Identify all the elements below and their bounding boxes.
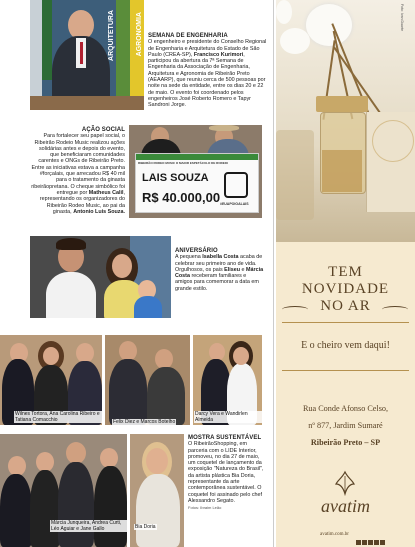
ad-headline-1: TEM bbox=[328, 264, 363, 280]
ad-headline-2: NOVIDADE bbox=[301, 281, 390, 297]
aniversario-body-4: receberam familiares e amigos para comemorar a data em grande estilo. bbox=[175, 273, 259, 292]
check-value: R$ 40.000,00 bbox=[142, 190, 221, 205]
ad-footer-site: avatim.com.br bbox=[320, 532, 349, 537]
check-tag: #EUAPOIOALAIS bbox=[220, 202, 249, 206]
instagram-icon bbox=[368, 540, 373, 545]
sustentavel-body: O RibeirãoShopping, em parceria com o LIDE Interior, promoveu, no dia 27 de maio, um coquetel de lançamento da exposição "Natureza do Brasil", da artista plástica Bia Doria, representante da arte contemporânea sustentável. O coquetel foi assinado pelo chef Alessandro Segato. bbox=[188, 441, 264, 504]
twitter-icon bbox=[362, 540, 367, 545]
column-divider bbox=[273, 0, 274, 547]
aniversario-body-3: e bbox=[240, 266, 247, 273]
engenharia-body-name: Francisco Kurimori bbox=[193, 51, 244, 58]
big-check bbox=[135, 153, 259, 213]
avatim-logo-icon bbox=[332, 470, 358, 496]
caption-felix: Felix Diez e Marcos Botelho bbox=[113, 419, 176, 425]
acao-social-body-1: Para fortalecer seu papel social, o Ribeirão Rodeio Music realizou ações solidárias antes e depois do evento, que beneficiaram comunidades carentes e ONGs de Ribeirão Preto. Entre as iniciativas estava a campanha #forçalais, que arrecadou R$ 40 mil para o tratamento da ginasta ribeirãopretana. O cheque simbólico foi entregue por bbox=[31, 133, 125, 196]
ad-ornament-right bbox=[382, 306, 408, 313]
aniversario-body-2: acaba de celebrar seu primeiro ano de vida. Orgulhosos, os pais bbox=[175, 254, 263, 273]
caption-darcy: Darcy Vera e Wandirlen Almeida bbox=[194, 411, 262, 423]
aniversario-text bbox=[175, 248, 265, 292]
ad-headline-3: NO AR bbox=[320, 298, 371, 314]
youtube-icon bbox=[374, 540, 379, 545]
ad-tagline: E o cheiro vem daqui! bbox=[301, 340, 390, 351]
avatim-ad bbox=[276, 0, 415, 547]
sustentavel-title: MOSTRA SUSTENTÁVEL bbox=[188, 435, 262, 441]
engenharia-body-2: , participou da abertura da 7ª Semana de Engenharia da Associação de Engenharia, Arquitetura e Agronomia de Ribeirão Preto (AEAARP), que reuniu cerca de 500 pessoas por noite na sede da entidade, entre os dias 20 e 22 de maio. O evento foi coordenado pelos engenheiros José Roberto Romero e Tapyr Sandroni Jorge. bbox=[148, 51, 266, 109]
engenharia-text bbox=[148, 33, 268, 109]
ad-address-1: Rua Conde Afonso Celso, bbox=[302, 404, 389, 413]
sustentavel-credit: Fotos: Ibraim Leão bbox=[188, 505, 222, 511]
caption-bia: Bia Doria bbox=[135, 524, 156, 530]
caption-marcia: Márcia Junqueira, Andrea Curti, Léo Aguiar e Jane Gallo bbox=[50, 520, 128, 532]
aniversario-title: ANIVERSÁRIO bbox=[175, 248, 218, 254]
acao-social-text bbox=[31, 127, 125, 215]
photo-bia bbox=[130, 434, 184, 547]
banner-arquitetura: ARQUITETURA bbox=[108, 10, 115, 61]
aniversario-body-name-1: Isabella Costa bbox=[202, 254, 239, 261]
check-name: LAIS SOUZA bbox=[142, 172, 209, 184]
ad-social-icons bbox=[356, 532, 385, 547]
acao-social-body-name-2: Antonio Luis Souza. bbox=[73, 208, 125, 215]
engenharia-title: SEMANA DE ENGENHARIA bbox=[148, 33, 228, 39]
sustentavel-text bbox=[188, 435, 266, 512]
avatim-logo-text: avatim bbox=[321, 496, 370, 516]
acao-social-body-name-1: Matheus Calil bbox=[88, 189, 124, 196]
engenharia-photo bbox=[30, 0, 144, 110]
acao-social-title: AÇÃO SOCIAL bbox=[81, 127, 125, 133]
aniversario-body-name-2: Eliseu bbox=[224, 266, 241, 273]
ad-product-photo bbox=[276, 0, 415, 242]
engenharia-body-1: O engenheiro e presidente do Conselho Regional de Engenharia e Arquitetura do Estado de São Paulo (CREA-SP), bbox=[148, 39, 267, 58]
caption-wilnes: Wilnes Tortora, Ana Carolina Ribeiro e Tatiana Comacchio bbox=[14, 411, 106, 423]
acao-social-photo bbox=[129, 125, 262, 218]
ad-address-3: Ribeirão Preto – SP bbox=[310, 438, 381, 447]
check-header: RIBEIRÃO RODEO MUSIC O MAIOR ESPETÁCULO DE RODEIO bbox=[138, 161, 229, 165]
photo-felix bbox=[105, 335, 190, 425]
acao-social-body-2: , representando os organizadores do Ribeirão Rodeo Music, ao pai da ginasta, bbox=[39, 189, 125, 215]
ad-photo-credit: Foto: Ivan Duarte bbox=[400, 4, 404, 32]
aniversario-photo bbox=[30, 236, 171, 318]
facebook-icon bbox=[356, 540, 361, 545]
ad-address-2: nº 877, Jardim Sumaré bbox=[308, 421, 383, 430]
aniversario-body-1: A pequena bbox=[175, 254, 203, 261]
pinterest-icon bbox=[380, 540, 385, 545]
aniversario-body-name-3: Márcia Costa bbox=[175, 266, 264, 280]
banner-agronomia: AGRONOMIA bbox=[136, 12, 143, 57]
